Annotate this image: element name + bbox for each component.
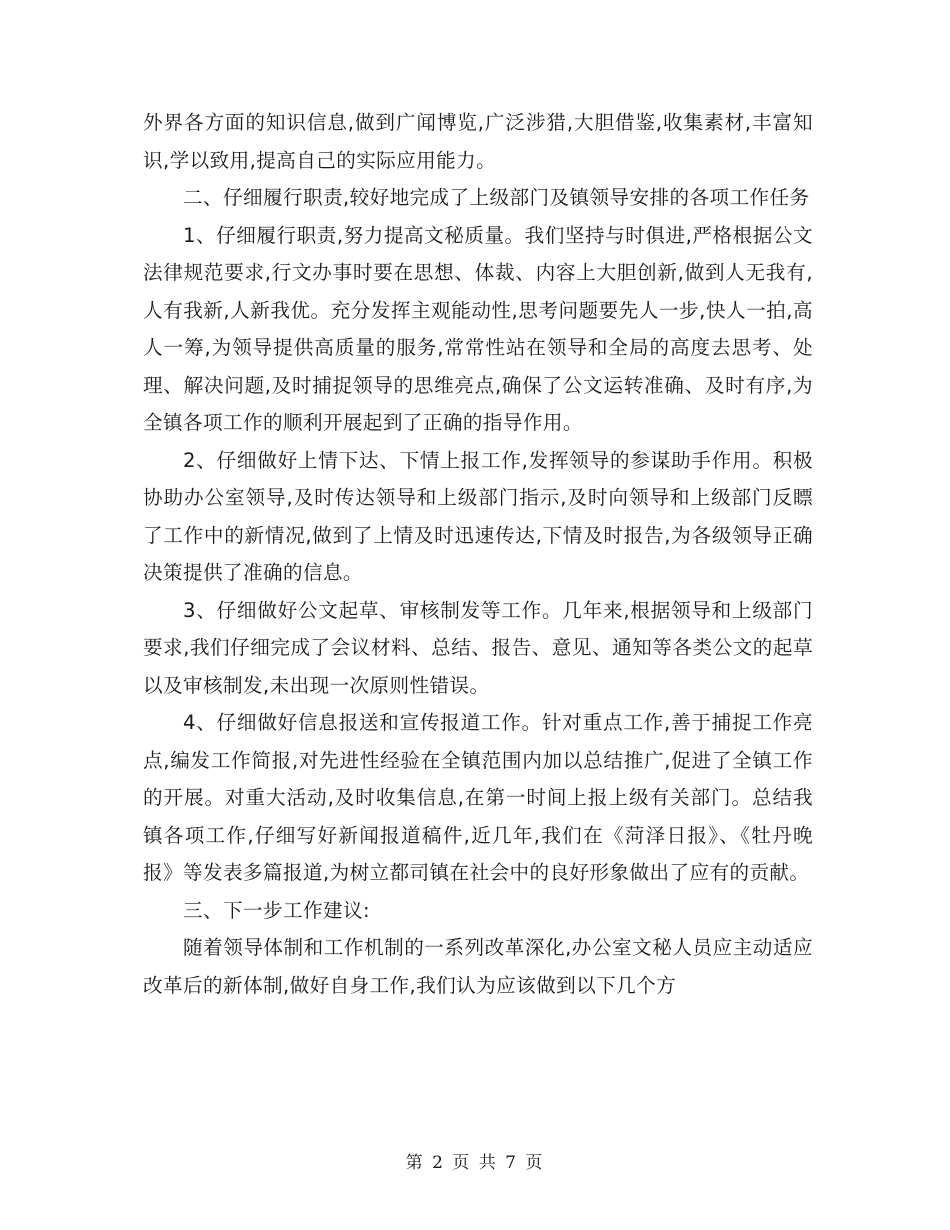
- document-body: [143, 104, 813, 1004]
- paragraph-6: 4、仔细做好信息报送和宣传报道工作。针对重点工作,善于捕捉工作亮点,编发工作简报,对先进性经验在全镇范围内加以总结推广,促进了全镇工作的开展。对重大活动,及时收集信息,在第一时间上报上级有关部门。总结我镇各项工作,仔细写好新闻报道稿件,近几年,我们在《菏泽日报》、《牡丹晚报》等发表多篇报道,为树立都司镇在社会中的良好形象做出了应有的贡献。: [143, 711, 813, 884]
- paragraph-5: 3、仔细做好公文起草、审核制发等工作。几年来,根据领导和上级部门要求,我们仔细完成了会议材料、总结、报告、意见、通知等各类公文的起草以及审核制发,未出现一次原则性错误。: [143, 598, 813, 697]
- paragraph-1: 外界各方面的知识信息,做到广闻博览,广泛涉猎,大胆借鉴,收集素材,丰富知识,学以致用,提高自己的实际应用能力。: [143, 111, 813, 172]
- paragraph-4: 2、仔细做好上情下达、下情上报工作,发挥领导的参谋助手作用。积极协助办公室领导,及时传达领导和上级部门指示,及时向领导和上级部门反瞟了工作中的新情况,做到了上情及时迅速传达,下情及时报告,为各级领导正确决策提供了准确的信息。: [143, 448, 813, 584]
- page-number-footer: 第 2 页 共 7 页: [405, 1153, 545, 1173]
- paragraph-7: 三、下一步工作建议:: [183, 898, 370, 922]
- paragraph-2: 二、仔细履行职责,较好地完成了上级部门及镇领导安排的各项工作任务: [183, 186, 810, 209]
- paragraph-8: 随着领导体制和工作机制的一系列改革深化,办公室文秘人员应主动适应改革后的新体制,做好自身工作,我们认为应该做到以下几个方: [143, 936, 813, 997]
- paragraph-3: 1、仔细履行职责,努力提高文秘质量。我们坚持与时俱进,严格根据公文法律规范要求,行文办事时要在思想、体裁、内容上大胆创新,做到人无我有,人有我新,人新我优。充分发挥主观能动性,思考问题要先人一步,快人一拍,高人一筹,为领导提供高质量的服务,常常性站在领导和全局的高度去思考、处理、解决问题,及时捕捉领导的思维亮点,确保了公文运转准确、及时有序,为全镇各项工作的顺利开展起到了正确的指导作用。: [143, 223, 813, 434]
